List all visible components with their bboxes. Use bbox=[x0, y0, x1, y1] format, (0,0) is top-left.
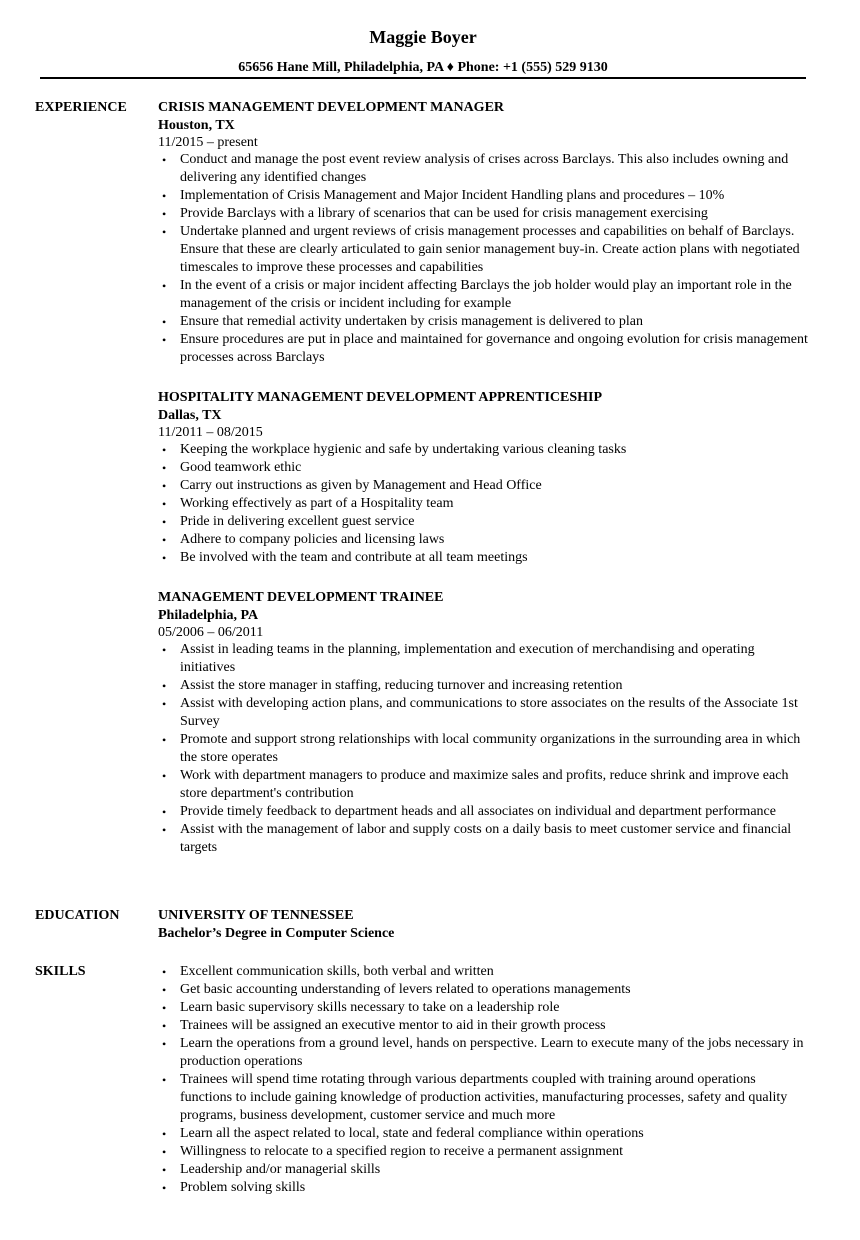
job-title: MANAGEMENT DEVELOPMENT TRAINEE bbox=[158, 590, 444, 605]
contact-line: 65656 Hane Mill, Philadelphia, PA ♦ Phone: +1 (555) 529 9130 bbox=[238, 60, 608, 75]
bullet-item bbox=[158, 821, 808, 857]
job-bullets bbox=[158, 641, 808, 857]
bullet-item bbox=[158, 531, 808, 549]
experience-list bbox=[158, 99, 808, 879]
bullet-text: Trainees will be assigned an executive mentor to aid in their growth process bbox=[180, 1018, 606, 1033]
job-entry bbox=[158, 589, 808, 857]
bullet-text: Assist the store manager in staffing, reducing turnover and increasing retention bbox=[180, 678, 623, 693]
bullet-item bbox=[158, 1179, 808, 1197]
job-dates: 11/2015 – present bbox=[158, 135, 258, 150]
bullet-item bbox=[158, 641, 808, 677]
bullet-dot: • bbox=[162, 279, 167, 293]
bullet-item bbox=[158, 1125, 808, 1143]
bullet-text: Provide Barclays with a library of scenarios that can be used for crisis management exercising bbox=[180, 206, 708, 221]
job-dates: 05/2006 – 06/2011 bbox=[158, 625, 264, 640]
bullet-item bbox=[158, 277, 808, 313]
bullet-dot: • bbox=[162, 769, 167, 783]
section-label-education: EDUCATION bbox=[35, 908, 120, 923]
bullet-item bbox=[158, 963, 808, 981]
bullet-item bbox=[158, 677, 808, 695]
bullet-text: Pride in delivering excellent guest service bbox=[180, 514, 415, 529]
bullet-item bbox=[158, 1143, 808, 1161]
bullet-text: Good teamwork ethic bbox=[180, 460, 302, 475]
bullet-dot: • bbox=[162, 823, 167, 837]
bullet-dot: • bbox=[162, 733, 167, 747]
bullet-text: Ensure that remedial activity undertaken by crisis management is delivered to plan bbox=[180, 314, 644, 329]
bullet-item bbox=[158, 151, 808, 187]
job-entry bbox=[158, 99, 808, 367]
bullet-dot: • bbox=[162, 333, 167, 347]
bullet-text: Problem solving skills bbox=[180, 1180, 306, 1195]
bullet-item bbox=[158, 731, 808, 767]
bullet-text: Assist in leading teams in the planning, implementation and execution of merchandising and operating initiatives bbox=[180, 642, 755, 675]
bullet-dot: • bbox=[162, 983, 167, 997]
bullet-text: In the event of a crisis or major incident affecting Barclays the job holder would play an important role in the management of the crisis or incident including for example bbox=[180, 278, 792, 311]
job-bullets bbox=[158, 151, 808, 367]
skills-list bbox=[158, 963, 808, 1197]
bullet-item bbox=[158, 803, 808, 821]
bullet-dot: • bbox=[162, 1037, 167, 1051]
job-title: CRISIS MANAGEMENT DEVELOPMENT MANAGER bbox=[158, 100, 505, 115]
job-entry bbox=[158, 389, 808, 567]
bullet-dot: • bbox=[162, 315, 167, 329]
bullet-item bbox=[158, 513, 808, 531]
bullet-text: Learn the operations from a ground level, hands on perspective. Learn to execute many of the jobs necessary in production operations bbox=[180, 1036, 804, 1069]
bullet-dot: • bbox=[162, 1019, 167, 1033]
bullet-dot: • bbox=[162, 461, 167, 475]
bullet-text: Conduct and manage the post event review analysis of crises across Barclays. This also includes owning and delivering any identified changes bbox=[180, 152, 789, 185]
job-location: Philadelphia, PA bbox=[158, 608, 259, 623]
bullet-item bbox=[158, 999, 808, 1017]
job-title: HOSPITALITY MANAGEMENT DEVELOPMENT APPRENTICESHIP bbox=[158, 390, 603, 405]
bullet-item bbox=[158, 187, 808, 205]
bullet-text: Undertake planned and urgent reviews of crisis management processes and capabilities on behalf of Barclays. Ensure that these are clearly articulated to gain senior management buy-in. Create action plans with negotiated timescales to improve these processes and capabilities bbox=[180, 224, 800, 275]
bullet-item bbox=[158, 441, 808, 459]
bullet-item bbox=[158, 331, 808, 367]
bullet-item bbox=[158, 1035, 808, 1071]
bullet-item bbox=[158, 981, 808, 999]
candidate-name: Maggie Boyer bbox=[369, 27, 477, 47]
section-label-experience: EXPERIENCE bbox=[35, 100, 127, 115]
bullet-dot: • bbox=[162, 189, 167, 203]
header-divider bbox=[40, 77, 806, 79]
bullet-dot: • bbox=[162, 1001, 167, 1015]
job-location: Dallas, TX bbox=[158, 408, 222, 423]
bullet-dot: • bbox=[162, 1181, 167, 1195]
bullet-text: Work with department managers to produce and maximize sales and profits, reduce shrink and improve each store department's contribution bbox=[180, 768, 789, 801]
section-label-skills: SKILLS bbox=[35, 964, 86, 979]
bullet-dot: • bbox=[162, 207, 167, 221]
bullet-text: Working effectively as part of a Hospitality team bbox=[180, 496, 454, 511]
bullet-text: Carry out instructions as given by Management and Head Office bbox=[180, 478, 542, 493]
bullet-text: Willingness to relocate to a specified region to receive a permanent assignment bbox=[180, 1144, 623, 1159]
bullet-item bbox=[158, 1161, 808, 1179]
bullet-item bbox=[158, 477, 808, 495]
bullet-dot: • bbox=[162, 1163, 167, 1177]
bullet-dot: • bbox=[162, 479, 167, 493]
bullet-dot: • bbox=[162, 153, 167, 167]
bullet-dot: • bbox=[162, 965, 167, 979]
skills-list-wrap bbox=[158, 963, 808, 1197]
bullet-item bbox=[158, 495, 808, 513]
bullet-text: Adhere to company policies and licensing laws bbox=[180, 532, 445, 547]
bullet-text: Assist with the management of labor and supply costs on a daily basis to meet customer service and financial targets bbox=[180, 822, 792, 855]
bullet-dot: • bbox=[162, 805, 167, 819]
bullet-text: Implementation of Crisis Management and Major Incident Handling plans and procedures – 10% bbox=[180, 188, 725, 203]
education-entry bbox=[158, 907, 808, 943]
bullet-text: Excellent communication skills, both verbal and written bbox=[180, 964, 494, 979]
bullet-item bbox=[158, 549, 808, 567]
bullet-text: Leadership and/or managerial skills bbox=[180, 1162, 381, 1177]
bullet-text: Be involved with the team and contribute at all team meetings bbox=[180, 550, 528, 565]
degree-name: Bachelor’s Degree in Computer Science bbox=[158, 926, 395, 941]
job-dates: 11/2011 – 08/2015 bbox=[158, 425, 263, 440]
bullet-item bbox=[158, 313, 808, 331]
bullet-dot: • bbox=[162, 643, 167, 657]
bullet-item bbox=[158, 205, 808, 223]
bullet-text: Promote and support strong relationships with local community organizations in the surrounding area in which the store operates bbox=[180, 732, 801, 765]
bullet-dot: • bbox=[162, 515, 167, 529]
bullet-text: Ensure procedures are put in place and maintained for governance and ongoing evolution for crisis management processes across Barclays bbox=[180, 332, 808, 365]
bullet-dot: • bbox=[162, 225, 167, 239]
bullet-dot: • bbox=[162, 533, 167, 547]
bullet-dot: • bbox=[162, 679, 167, 693]
bullet-dot: • bbox=[162, 697, 167, 711]
bullet-item bbox=[158, 223, 808, 277]
bullet-item bbox=[158, 1071, 808, 1125]
bullet-dot: • bbox=[162, 1145, 167, 1159]
bullet-text: Keeping the workplace hygienic and safe by undertaking various cleaning tasks bbox=[180, 442, 627, 457]
bullet-item bbox=[158, 767, 808, 803]
bullet-dot: • bbox=[162, 1073, 167, 1087]
bullet-item bbox=[158, 459, 808, 477]
bullet-dot: • bbox=[162, 551, 167, 565]
bullet-dot: • bbox=[162, 443, 167, 457]
bullet-dot: • bbox=[162, 497, 167, 511]
bullet-item bbox=[158, 1017, 808, 1035]
bullet-text: Learn all the aspect related to local, state and federal compliance within operations bbox=[180, 1126, 644, 1141]
bullet-text: Provide timely feedback to department heads and all associates on individual and department performance bbox=[180, 804, 776, 819]
bullet-text: Learn basic supervisory skills necessary to take on a leadership role bbox=[180, 1000, 560, 1015]
school-name: UNIVERSITY OF TENNESSEE bbox=[158, 908, 354, 923]
bullet-dot: • bbox=[162, 1127, 167, 1141]
bullet-item bbox=[158, 695, 808, 731]
job-bullets bbox=[158, 441, 808, 567]
bullet-text: Assist with developing action plans, and communications to store associates on the results of the Associate 1st Survey bbox=[180, 696, 798, 729]
bullet-text: Get basic accounting understanding of levers related to operations managements bbox=[180, 982, 631, 997]
job-location: Houston, TX bbox=[158, 118, 235, 133]
bullet-text: Trainees will spend time rotating through various departments coupled with training around operations functions to include gaining knowledge of production activities, manufacturing processes, safety and quality programs, business development, customer service and much more bbox=[180, 1072, 788, 1123]
